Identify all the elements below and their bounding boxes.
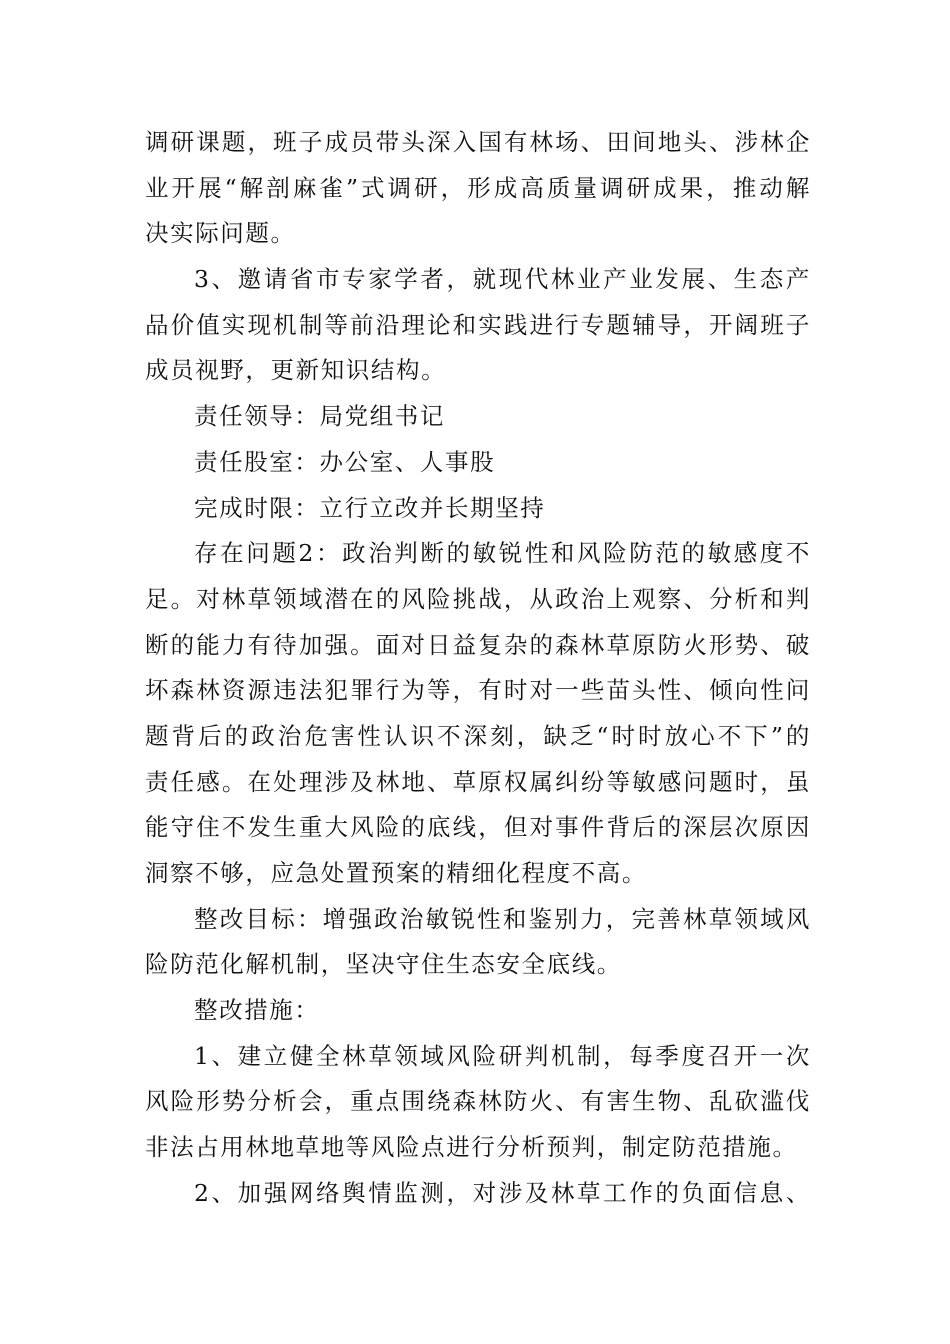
rectification-measures-heading: 整改措施：: [194, 996, 320, 1025]
measure-1-line-2: 风险形势分析会，重点围绕森林防火、有害生物、乱砍滥伐: [145, 1087, 811, 1116]
rectification-goal-line-2: 险防范化解机制，坚决守住生态安全底线。: [145, 950, 622, 979]
problem-2-line-1: 存在问题2：政治判断的敏锐性和风险防范的敏感度不: [194, 539, 811, 568]
problem-2-line-6: 责任感。在处理涉及林地、草原权属纠纷等敏感问题时，虽: [145, 767, 811, 796]
problem-2-line-8: 洞察不够，应急处置预案的精细化程度不高。: [145, 859, 647, 887]
deadline-line: 完成时限：立行立改并长期坚持: [194, 493, 546, 522]
measure-1-line-1: 1、建立健全林草领域风险研判机制，每季度召开一次: [194, 1041, 811, 1070]
paragraph-line-5: 品价值实现机制等前沿理论和实践进行专题辅导，开阔班子: [145, 310, 811, 339]
problem-2-line-2: 足。对林草领域潜在的风险挑战，从政治上观察、分析和判: [145, 584, 811, 613]
responsible-office-line: 责任股室：办公室、人事股: [194, 447, 496, 476]
paragraph-line-4: 3、邀请省市专家学者，就现代林业产业发展、生态产: [194, 265, 811, 294]
rectification-goal-line-1: 整改目标：增强政治敏锐性和鉴别力，完善林草领域风: [194, 904, 811, 933]
problem-2-line-3: 断的能力有待加强。面对日益复杂的森林草原防火形势、破: [145, 630, 811, 659]
measure-2-line-1: 2、加强网络舆情监测，对涉及林草工作的负面信息、: [194, 1178, 811, 1207]
paragraph-line-6: 成员视野，更新知识结构。: [145, 356, 447, 385]
responsible-leader-line: 责任领导：局党组书记: [194, 402, 445, 431]
problem-2-line-7: 能守住不发生重大风险的底线，但对事件背后的深层次原因: [145, 813, 811, 842]
measure-1-line-3: 非法占用林地草地等风险点进行分析预判，制定防范措施。: [145, 1133, 798, 1162]
document-page: [145, 120, 811, 1217]
problem-2-line-4: 坏森林资源违法犯罪行为等，有时对一些苗头性、倾向性问: [145, 676, 811, 705]
paragraph-line-3: 决实际问题。: [145, 219, 296, 248]
paragraph-line-2: 业开展“解剖麻雀”式调研，形成高质量调研成果，推动解: [145, 173, 811, 202]
paragraph-line-1: 调研课题，班子成员带头深入国有林场、田间地头、涉林企: [145, 128, 811, 156]
problem-2-line-5: 题背后的政治危害性认识不深刻，缺乏“时时放心不下”的: [145, 721, 811, 750]
